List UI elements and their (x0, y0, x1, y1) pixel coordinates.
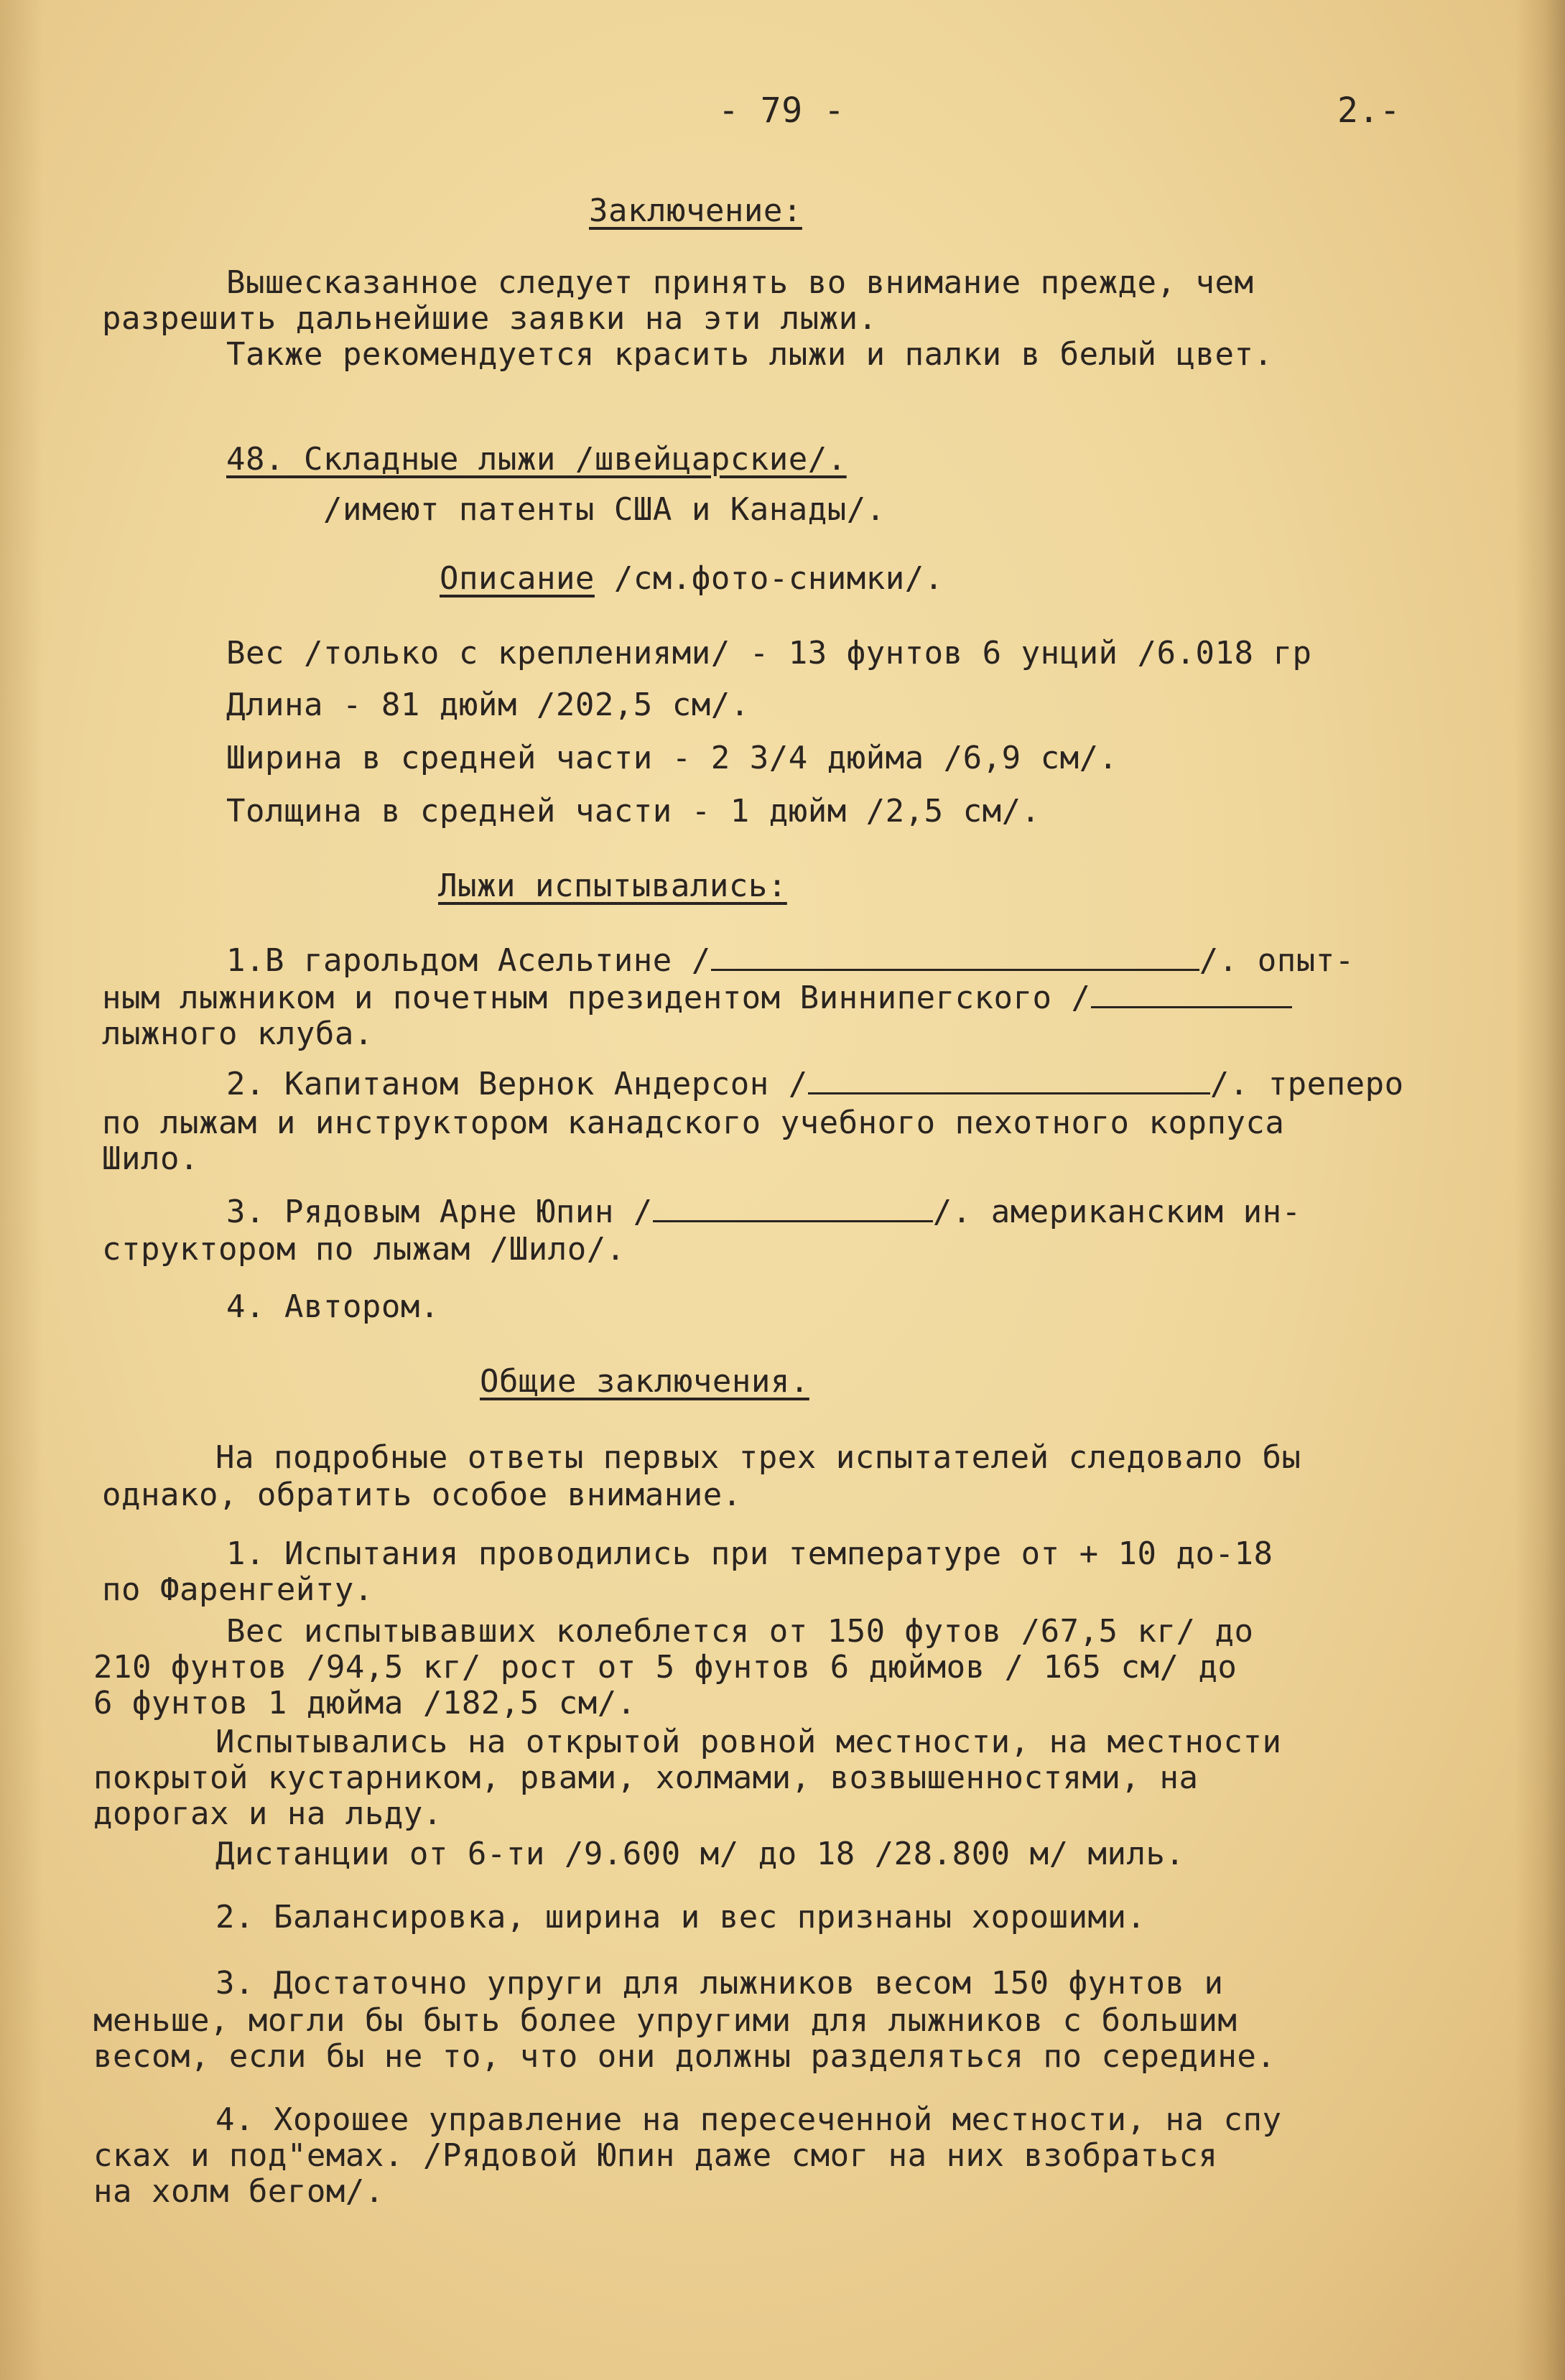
conclusion-1-line: 210 фунтов /94,5 кг/ рост от 5 фунтов 6 дюймов / 165 см/ до (93, 1649, 1237, 1686)
conclusion-1-line: дорогах и на льду. (93, 1795, 442, 1832)
conclusion-1-line: 1. Испытания проводились при температуре от + 10 до-18 (226, 1535, 1273, 1572)
conclusion-4-line: на холм бегом/. (93, 2173, 384, 2210)
conclusion-title: Заключение: (589, 192, 802, 229)
sheet-number: 2.- (1337, 90, 1401, 131)
general-intro: На подробные ответы первых трех испытателей следовало бы (215, 1439, 1301, 1476)
tester-4: 4. Автором. (226, 1288, 440, 1325)
conclusion-1-line: 6 фунтов 1 дюйма /182,5 см/. (93, 1685, 636, 1721)
blank-field (808, 1071, 1210, 1094)
page-edge-right (1515, 0, 1565, 2380)
page-number: - 79 - (718, 90, 845, 131)
tester-2-line (226, 1066, 1404, 1103)
spec-width: Ширина в средней части - 2 3/4 дюйма /6,9 см/. (226, 740, 1118, 776)
tester-1-name: 1.В гарольдом Асельтине / (226, 942, 711, 979)
item-48-patent: /имеют патенты США и Канады/. (323, 491, 886, 528)
blank-field (653, 1199, 933, 1222)
spec-length: Длина - 81 дюйм /202,5 см/. (226, 687, 750, 723)
conclusion-line: Также рекомендуется красить лыжи и палки в белый цвет. (226, 336, 1273, 373)
conclusion-line: разрешить дальнейшие заявки на эти лыжи. (102, 300, 878, 337)
conclusion-1-line: по Фаренгейту. (102, 1571, 373, 1608)
page-edge-left (0, 0, 43, 2380)
tester-2-role-start: /. треперо (1209, 1066, 1404, 1102)
tested-title: Лыжи испытывались: (438, 868, 787, 904)
conclusion-line: Вышесказанное следует принять во внимание прежде, чем (226, 264, 1254, 301)
tester-3-role-start: /. американским ин- (932, 1194, 1301, 1230)
blank-field (711, 947, 1199, 971)
blank-field (1091, 985, 1292, 1008)
tester-2-role: по лыжам и инструктором канадского учебного пехотного корпуса (102, 1105, 1285, 1141)
conclusion-4-line: 4. Хорошее управление на пересеченной местности, на спу (215, 2101, 1282, 2138)
conclusion-1-line: покрытой кустарником, рвами, холмами, возвышенностями, на (93, 1760, 1199, 1796)
tester-1-club: лыжного клуба. (102, 1015, 373, 1052)
tester-1-role: ным лыжником и почетным президентом Виннипегского / (102, 980, 1091, 1016)
description-title: Описание (440, 560, 595, 597)
conclusion-1-line: Вес испытывавших колеблется от 150 футов /67,5 кг/ до (226, 1613, 1254, 1650)
conclusion-3-line: 3. Достаточно упруги для лыжников весом 150 фунтов и (215, 1965, 1224, 2002)
item-48-title: 48. Складные лыжи /швейцарские/. (226, 441, 847, 478)
description-title-suffix: /см.фото-снимки/. (594, 560, 944, 597)
tester-1-role-start: /. опыт- (1199, 942, 1355, 979)
general-intro: однако, обратить особое внимание. (102, 1477, 742, 1513)
tester-3-role: структором по лыжам /Шило/. (102, 1231, 626, 1268)
general-title: Общие заключения. (480, 1363, 809, 1400)
conclusion-2: 2. Балансировка, ширина и вес признаны хорошими. (215, 1899, 1146, 1935)
conclusion-1-line: Испытывались на открытой ровной местности, на местности (215, 1724, 1282, 1760)
tester-1-line (102, 980, 1292, 1017)
conclusion-3-line: весом, если бы не то, что они должны разделяться по середине. (93, 2038, 1276, 2075)
tester-2-place: Шило. (102, 1140, 199, 1177)
tester-2-name: 2. Капитаном Вернок Андерсон / (226, 1066, 808, 1102)
tester-3-line (226, 1194, 1301, 1231)
conclusion-1-line: Дистанции от 6-ти /9.600 м/ до 18 /28.800 м/ миль. (215, 1836, 1185, 1872)
spec-thickness: Толщина в средней части - 1 дюйм /2,5 см/. (226, 793, 1041, 829)
spec-weight: Вес /только с креплениями/ - 13 фунтов 6 унций /6.018 гр (226, 635, 1312, 671)
conclusion-3-line: меньше, могли бы быть более упругими для лыжников с большим (93, 2002, 1237, 2039)
tester-3-name: 3. Рядовым Арне Юпин / (226, 1194, 653, 1230)
conclusion-4-line: сках и под"емах. /Рядовой Юпин даже смог на них взобраться (93, 2137, 1218, 2174)
tester-1-line (226, 942, 1355, 980)
description-heading (440, 560, 944, 598)
